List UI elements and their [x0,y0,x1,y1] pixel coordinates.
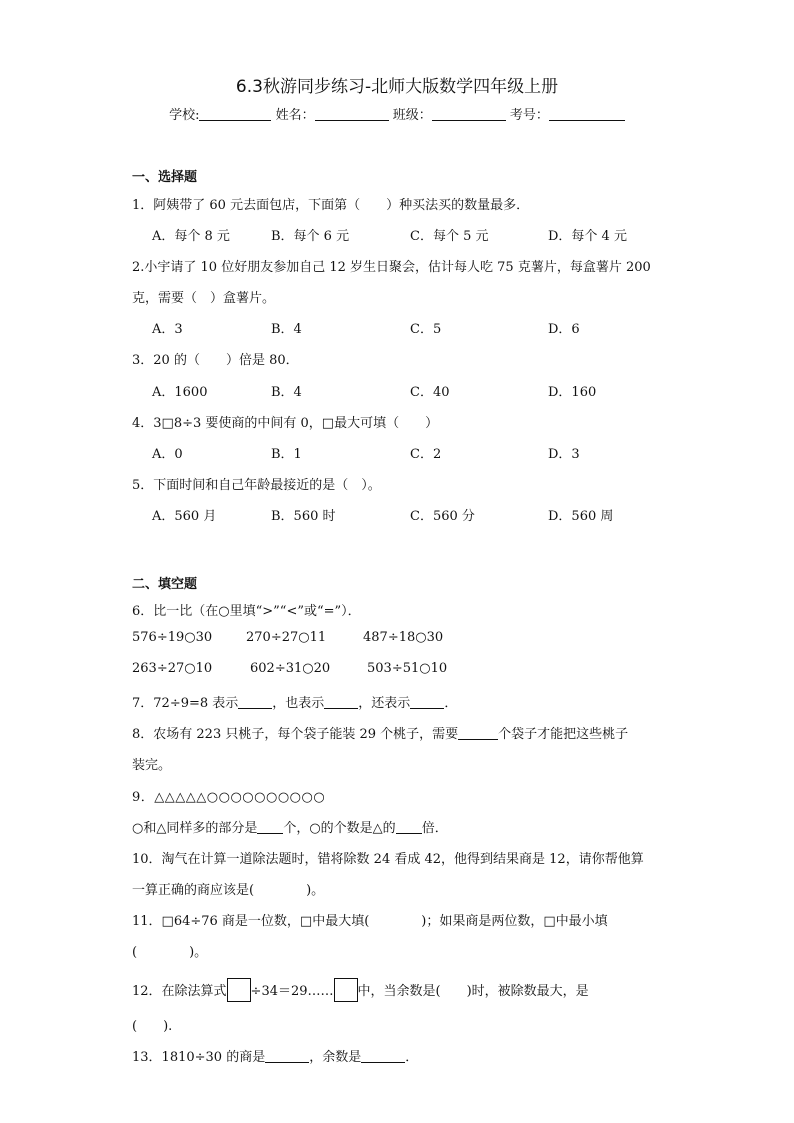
q7-text-4: ． [444,696,458,711]
question-9-line2 [132,817,448,836]
question-7 [132,692,457,711]
q6-compare-6[interactable]: 503÷51○10 [367,661,448,676]
question-10-line1: 10．淘气在计算一道除法题时，错将除数 24 看成 42，他得到结果商是 12，请你帮他算 [132,852,644,867]
q7-blank-1[interactable] [238,696,272,709]
q5-option-d[interactable]: D．560 周 [548,509,614,524]
q13-text-3: ． [405,1050,419,1065]
q6-compare-5[interactable]: 602÷31○20 [250,661,331,676]
section-heading-choice: 一、选择题 [132,170,198,185]
q4-option-d[interactable]: D．3 [548,447,580,462]
q5-option-c[interactable]: C．560 分 [410,509,475,524]
name-label: 姓名： [275,108,315,123]
q4-option-a[interactable]: A．0 [152,447,183,462]
q1-option-a[interactable]: A．每个 8 元 [152,229,230,244]
q13-text-2: ，余数是 [309,1050,362,1065]
school-blank[interactable] [199,108,271,121]
q2-option-c[interactable]: C．5 [410,322,442,337]
q8-blank[interactable] [458,727,498,740]
question-12-line1 [132,978,589,1002]
q6-compare-3[interactable]: 487÷18○30 [363,630,444,645]
q9-text-1: ○和△同样多的部分是 [132,821,258,836]
q13-blank-2[interactable] [361,1050,405,1063]
q9-text-2: 个，○的个数是△的 [283,821,396,836]
number-label: 考号： [509,108,549,123]
q2-option-b[interactable]: B．4 [271,322,302,337]
question-11-line1: 11．□64÷76 商是一位数，□中最大填( )；如果商是两位数，□中最小填 [132,914,608,929]
q7-blank-3[interactable] [410,696,444,709]
q12-text-2: ÷34＝29…… [250,984,334,999]
question-5: 5．下面时间和自己年龄最接近的是（ ）。 [132,478,381,493]
question-2-line1: 2.小宇请了 10 位好朋友参加自己 12 岁生日聚会，估计每人吃 75 克薯片，每盒薯片 200 [132,260,651,275]
q7-blank-2[interactable] [324,696,358,709]
q1-option-d[interactable]: D．每个 4 元 [548,229,627,244]
q8-text-1: 8．农场有 223 只桃子，每个袋子能装 29 个桃子，需要 [132,727,459,742]
question-8-line2: 装完。 [132,758,172,773]
question-1: 1．阿姨带了 60 元去面包店，下面第（ ）种买法买的数量最多． [132,198,530,213]
question-6: 6．比一比（在○里填“>”“<”或“=”）． [132,604,361,619]
q7-text-1: 7．72÷9=8 表示 [132,696,239,711]
q2-option-d[interactable]: D．6 [548,322,580,337]
section-heading-fill: 二、填空题 [132,577,198,592]
q5-option-a[interactable]: A．560 月 [152,509,217,524]
school-label: 学校: [169,108,200,123]
q4-option-c[interactable]: C．2 [410,447,442,462]
q6-compare-1[interactable]: 576÷19○30 [132,630,213,645]
q9-text-3: 倍． [421,821,448,836]
q2-option-a[interactable]: A．3 [152,322,183,337]
question-13 [132,1046,418,1065]
q7-text-2: ，也表示 [272,696,325,711]
question-2-line2: 克，需要（ ）盒薯片。 [132,291,276,306]
q6-compare-2[interactable]: 270÷27○11 [246,630,327,645]
student-info-line [0,104,794,123]
class-label: 班级： [392,108,432,123]
q1-option-b[interactable]: B．每个 6 元 [271,229,350,244]
q3-option-b[interactable]: B．4 [271,385,302,400]
name-blank[interactable] [315,108,389,121]
q1-option-c[interactable]: C．每个 5 元 [410,229,489,244]
class-blank[interactable] [432,108,506,121]
question-12-line2: ( ). [132,1019,173,1034]
q13-text-1: 13．1810÷30 的商是 [132,1050,266,1065]
q9-blank-1[interactable] [257,821,283,834]
q13-blank-1[interactable] [265,1050,309,1063]
question-9-shapes: 9．△△△△△○○○○○○○○○○ [132,790,326,805]
q12-text-3: 中，当余数是( )时，被除数最大，是 [357,984,589,999]
question-11-line2: ( )。 [132,945,208,960]
q8-text-2: 个袋子才能把这些桃子 [498,727,629,742]
q3-option-d[interactable]: D．160 [548,385,597,400]
q12-text-1: 12．在除法算式 [132,984,227,999]
q12-remainder-box[interactable] [334,978,358,1002]
page-title: 6.3秋游同步练习-北师大版数学四年级上册 [235,77,559,97]
number-blank[interactable] [549,108,625,121]
q9-blank-2[interactable] [396,821,422,834]
question-10-line2: 一算正确的商应该是( )。 [132,883,325,898]
q3-option-c[interactable]: C．40 [410,385,450,400]
q7-text-3: ，还表示 [358,696,411,711]
q6-compare-4[interactable]: 263÷27○10 [132,661,213,676]
question-8-line1 [132,723,628,742]
q5-option-b[interactable]: B．560 时 [271,509,336,524]
q12-dividend-box[interactable] [227,978,251,1002]
q3-option-a[interactable]: A．1600 [152,385,208,400]
q4-option-b[interactable]: B．1 [271,447,302,462]
question-3: 3．20 的（ ）倍是 80． [132,353,299,368]
question-4: 4．3□8÷3 要使商的中间有 0，□最大可填（ ） [132,416,439,431]
